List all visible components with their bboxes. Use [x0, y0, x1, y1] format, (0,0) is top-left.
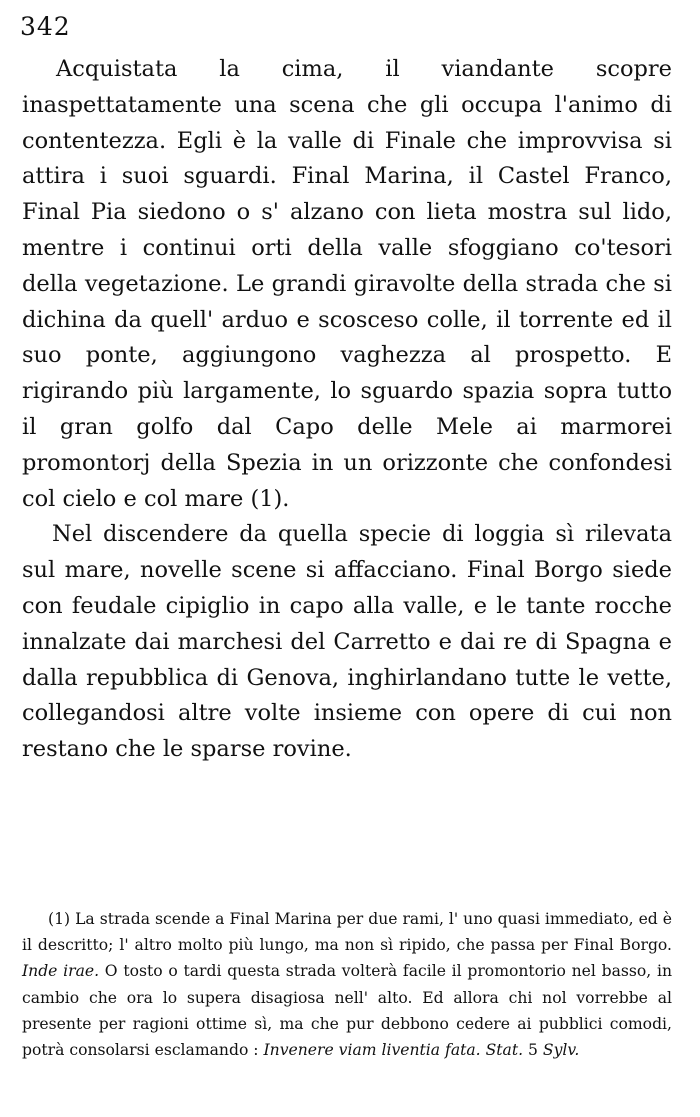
paragraph-1: Acquistata la cima, il viandante scopre inaspettatamente una scena che gli occupa l'animo di contentezza. Egli è la valle di Finale che improvvisa si attira i suoi sguardi. Final Marina, il Castel Franco, Final Pia siedono o s' alzano con lieta mostra sul lido, mentre i continui orti della valle sfoggiano co'tesori della vegetazione. Le grandi giravolte della strada che si dichina da quell' arduo e scosceso colle, il torrente ed il suo ponte, aggiungono vaghezza al prospetto. E rigirando più largamente, lo sguardo spazia sopra tutto il gran golfo dal Capo delle Mele ai marmorei promontorj della Spezia in un orizzonte che confondesi col cielo e col mare (1).: [22, 56, 672, 512]
footnote-italic-quote: Inde irae.: [22, 962, 100, 981]
footnote-italic-sylv: Sylv.: [542, 1041, 580, 1060]
footnote: [22, 906, 672, 1063]
footnote-italic-citation: Invenere viam liventia fata. Stat.: [263, 1041, 524, 1060]
footnote-text-after: 5: [523, 1041, 543, 1060]
page-number: 342: [20, 12, 71, 41]
footnote-text-middle: O tosto o tardi questa strada volterà facile il promontorio nel basso, in cambio che ora lo supera disagiosa nell' alto. Ed allora chi nol vorrebbe al presente per ragioni ottime sì, ma che pur debbono cedere ai pubblici comodi, potrà consolarsi esclamando :: [22, 962, 673, 1060]
footnote-text-before: (1) La strada scende a Final Marina per due rami, l' uno quasi immediato, ed è il descritto; l' altro molto più lungo, ma non sì ripido, che passa per Final Borgo.: [22, 910, 672, 955]
main-text: [22, 52, 672, 768]
paragraph-2: Nel discendere da quella specie di loggia sì rilevata sul mare, novelle scene si affacciano. Final Borgo siede con feudale cipiglio in capo alla valle, e le tante rocche innalzate dai marchesi del Carretto e dai re di Spagna e dalla repubblica di Genova, inghirlandano tutte le vette, collegandosi altre volte insieme con opere di cui non restano che le sparse rovine.: [22, 521, 672, 763]
footnote-paragraph: [22, 906, 672, 1063]
